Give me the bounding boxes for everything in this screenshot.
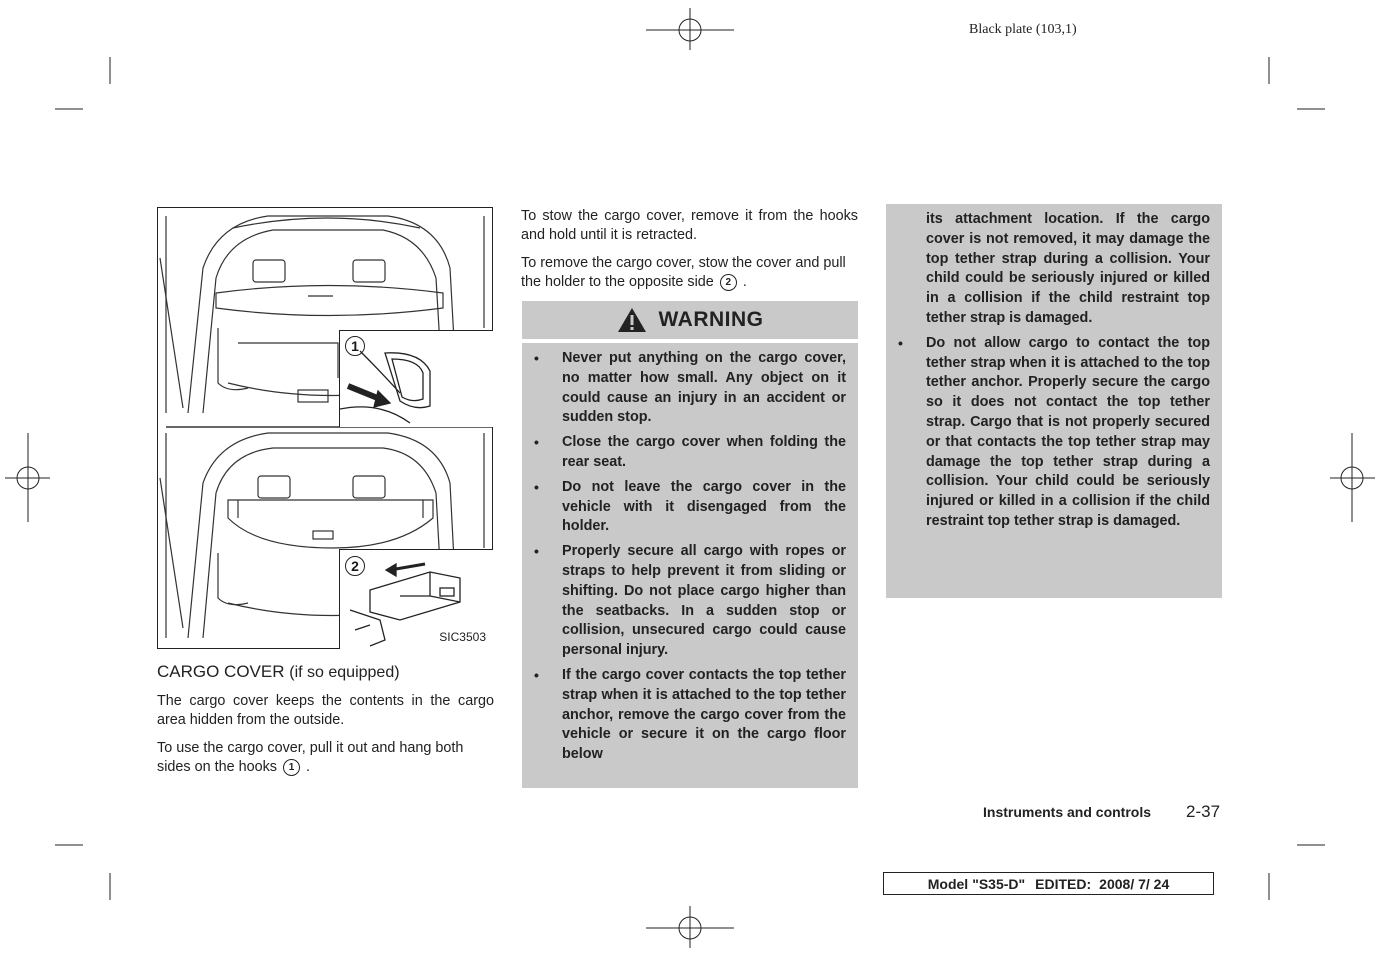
warning-triangle-icon — [617, 307, 647, 333]
model-label: Model — [927, 875, 969, 892]
model-value: "S35-D" — [972, 875, 1026, 892]
page-number: 2-37 — [1186, 802, 1221, 821]
registration-mark-right — [1330, 433, 1375, 522]
section-title-suffix: (if so equipped) — [289, 664, 400, 681]
registration-mark-top — [646, 8, 734, 50]
stow-paragraph: To stow the cargo cover, remove it from the hooks and hold until it is retracted. — [521, 208, 858, 243]
column-2-text — [521, 207, 858, 291]
warning-list-continued — [898, 334, 1210, 532]
warning-item: • Never put anything on the cargo cover, no matter how small. Any object on it could cause an injury in an accident or sudden stop. — [534, 349, 846, 428]
warning-header — [522, 301, 858, 339]
remove-paragraph: To remove the cargo cover, stow the cover and pull the holder to the opposite side 2 . — [521, 255, 846, 290]
warning-item: • Close the cargo cover when folding the rear seat. — [534, 433, 846, 473]
warning-item: • Do not leave the cargo cover in the vehicle with it disengaged from the holder. — [534, 478, 846, 537]
warning-body — [522, 343, 858, 788]
edited-value: 2008/ 7/ 24 — [1099, 875, 1170, 892]
warning-body-continued — [886, 204, 1222, 598]
cargo-cover-illustration — [157, 207, 493, 649]
section-title-main: CARGO COVER — [157, 662, 285, 681]
callout-2: 2 — [345, 556, 365, 576]
warning-item: • If the cargo cover contacts the top tether strap when it is attached to the top tether anchor, remove the cargo cover from the vehicle or secure it on the cargo floor below — [534, 666, 846, 765]
warning-heading: WARNING — [658, 308, 764, 331]
cargo-intro-paragraph: The cargo cover keeps the contents in the cargo area hidden from the outside. — [157, 693, 494, 728]
section-title — [157, 662, 400, 682]
warning-item: • Properly secure all cargo with ropes or straps to help prevent it from sliding or shifting. Do not place cargo higher than the seatbacks. In a sudden stop or collision, unsecured cargo could cause personal injury. — [534, 542, 846, 661]
warning-continuation: its attachment location. If the cargo cover is not removed, it may damage the top tether strap during a collision. Your child could be seriously injured or killed in a collision if the child restraint top tether strap is damaged. — [926, 211, 1210, 326]
ref-callout-1: 1 — [283, 759, 300, 776]
plate-label: Black plate (103,1) — [969, 22, 1077, 37]
edited-label: EDITED: — [1035, 875, 1092, 892]
footer-section-name: Instruments and controls — [983, 804, 1152, 820]
registration-mark-bottom — [646, 906, 734, 948]
registration-mark-left — [5, 433, 50, 522]
column-1-text — [157, 692, 494, 776]
warning-list — [534, 349, 846, 765]
model-edit-box — [883, 872, 1214, 895]
ref-callout-2: 2 — [720, 274, 737, 291]
inset-hook-detail — [339, 330, 493, 427]
figure-code: SIC3503 — [439, 630, 486, 644]
cargo-use-paragraph: To use the cargo cover, pull it out and hang both sides on the hooks 1 . — [157, 740, 464, 775]
callout-1: 1 — [345, 336, 365, 356]
warning-item: • Do not allow cargo to contact the top tether strap when it is attached to the top tether anchor. Properly secure the cargo so it does not contact the top tether strap. Cargo that is not properly secured or that contacts the top tether strap may damage the top tether strap during a collision. Your child could be seriously injured or killed in a collision if the child restraint top tether strap is damaged. — [898, 334, 1210, 532]
